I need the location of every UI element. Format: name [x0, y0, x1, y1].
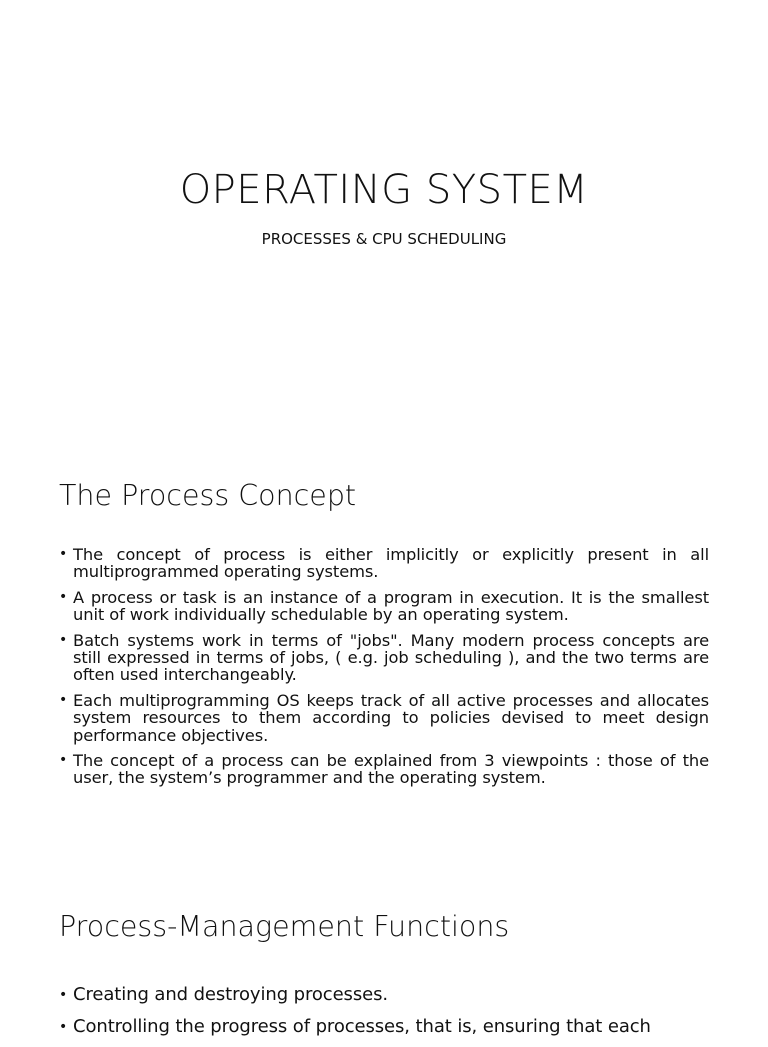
- list-item-text: Creating and destroying processes.: [73, 984, 388, 1005]
- bullet-icon: •: [59, 1019, 68, 1035]
- list-item: [59, 546, 709, 581]
- list-item-text: Controlling the progress of processes, that is, ensuring that each: [73, 1016, 651, 1037]
- process-management-slide: [0, 864, 768, 1037]
- bullet-list: [59, 983, 709, 1047]
- section-heading: The Process Concept: [59, 479, 357, 512]
- bullet-icon: •: [59, 588, 68, 605]
- process-concept-slide: [0, 432, 768, 864]
- page-subtitle: PROCESSES & CPU SCHEDULING: [261, 230, 507, 248]
- list-item: [59, 752, 709, 787]
- list-item-text: Batch systems work in terms of "jobs". Many modern process concepts are still expressed in terms of jobs, ( e.g. job scheduling ), and the two terms are often used interchangeably.: [73, 630, 709, 685]
- list-item: [59, 589, 709, 624]
- list-item-text: The concept of a process can be explained from 3 viewpoints : those of the user, the system’s programmer and the operating system.: [73, 751, 709, 788]
- list-item: [59, 692, 709, 744]
- bullet-icon: •: [59, 631, 68, 648]
- list-item-text: The concept of process is either implicitly or explicitly present in all multiprogrammed operating systems.: [73, 545, 709, 582]
- list-item-text: A process or task is an instance of a program in execution. It is the smallest unit of work individually schedulable by an operating system.: [73, 587, 709, 625]
- list-item: [59, 1015, 709, 1039]
- list-item: [59, 983, 709, 1007]
- bullet-icon: •: [59, 691, 68, 708]
- list-item: [59, 632, 709, 684]
- title-slide: [0, 0, 768, 432]
- bullet-list: [59, 546, 709, 795]
- page-title: OPERATING SYSTEM: [179, 167, 589, 213]
- section-heading: Process-Management Functions: [59, 910, 510, 943]
- list-item-text: Each multiprogramming OS keeps track of all active processes and allocates system resources to them according to policies devised to meet design performance objectives.: [73, 690, 709, 745]
- bullet-icon: •: [59, 546, 68, 562]
- bullet-icon: •: [59, 987, 68, 1003]
- bullet-icon: •: [59, 752, 68, 769]
